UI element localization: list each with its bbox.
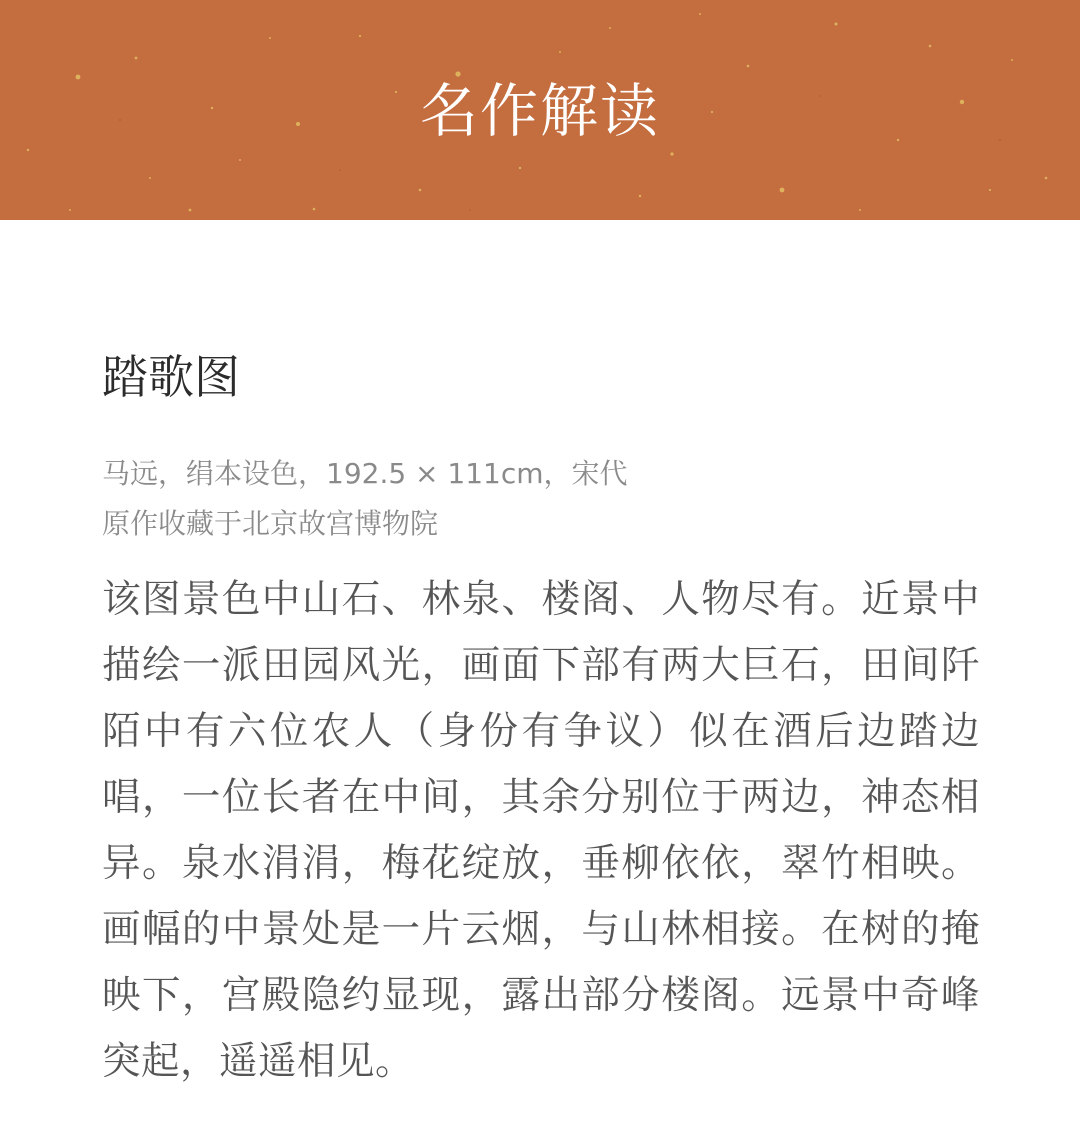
artwork-description: 该图景色中山石、林泉、楼阁、人物尽有。近景中描绘一派田园风光，画面下部有两大巨石，田间阡陌中有六位农人（身份有争议）似在酒后边踏边唱，一位长者在中间，其余分别位于两边，神态相异。泉水涓涓，梅花绽放，垂柳依依，翠竹相映。画幅的中景处是一片云烟，与山林相接。在树的掩映下，宫殿隐约显现，露出部分楼阁。远景中奇峰突起，遥遥相见。 — [102, 577, 980, 1084]
artwork-article — [102, 345, 980, 1125]
artwork-title: 踏歌图 — [102, 350, 240, 404]
header-banner — [0, 0, 1080, 220]
artwork-meta — [102, 449, 980, 549]
artwork-credit-line: 马远，绢本设色，192.5 × 111cm，宋代 — [102, 457, 628, 490]
artwork-collection-line: 原作收藏于北京故宫博物院 — [102, 507, 439, 540]
section-title: 名作解读 — [419, 77, 660, 145]
